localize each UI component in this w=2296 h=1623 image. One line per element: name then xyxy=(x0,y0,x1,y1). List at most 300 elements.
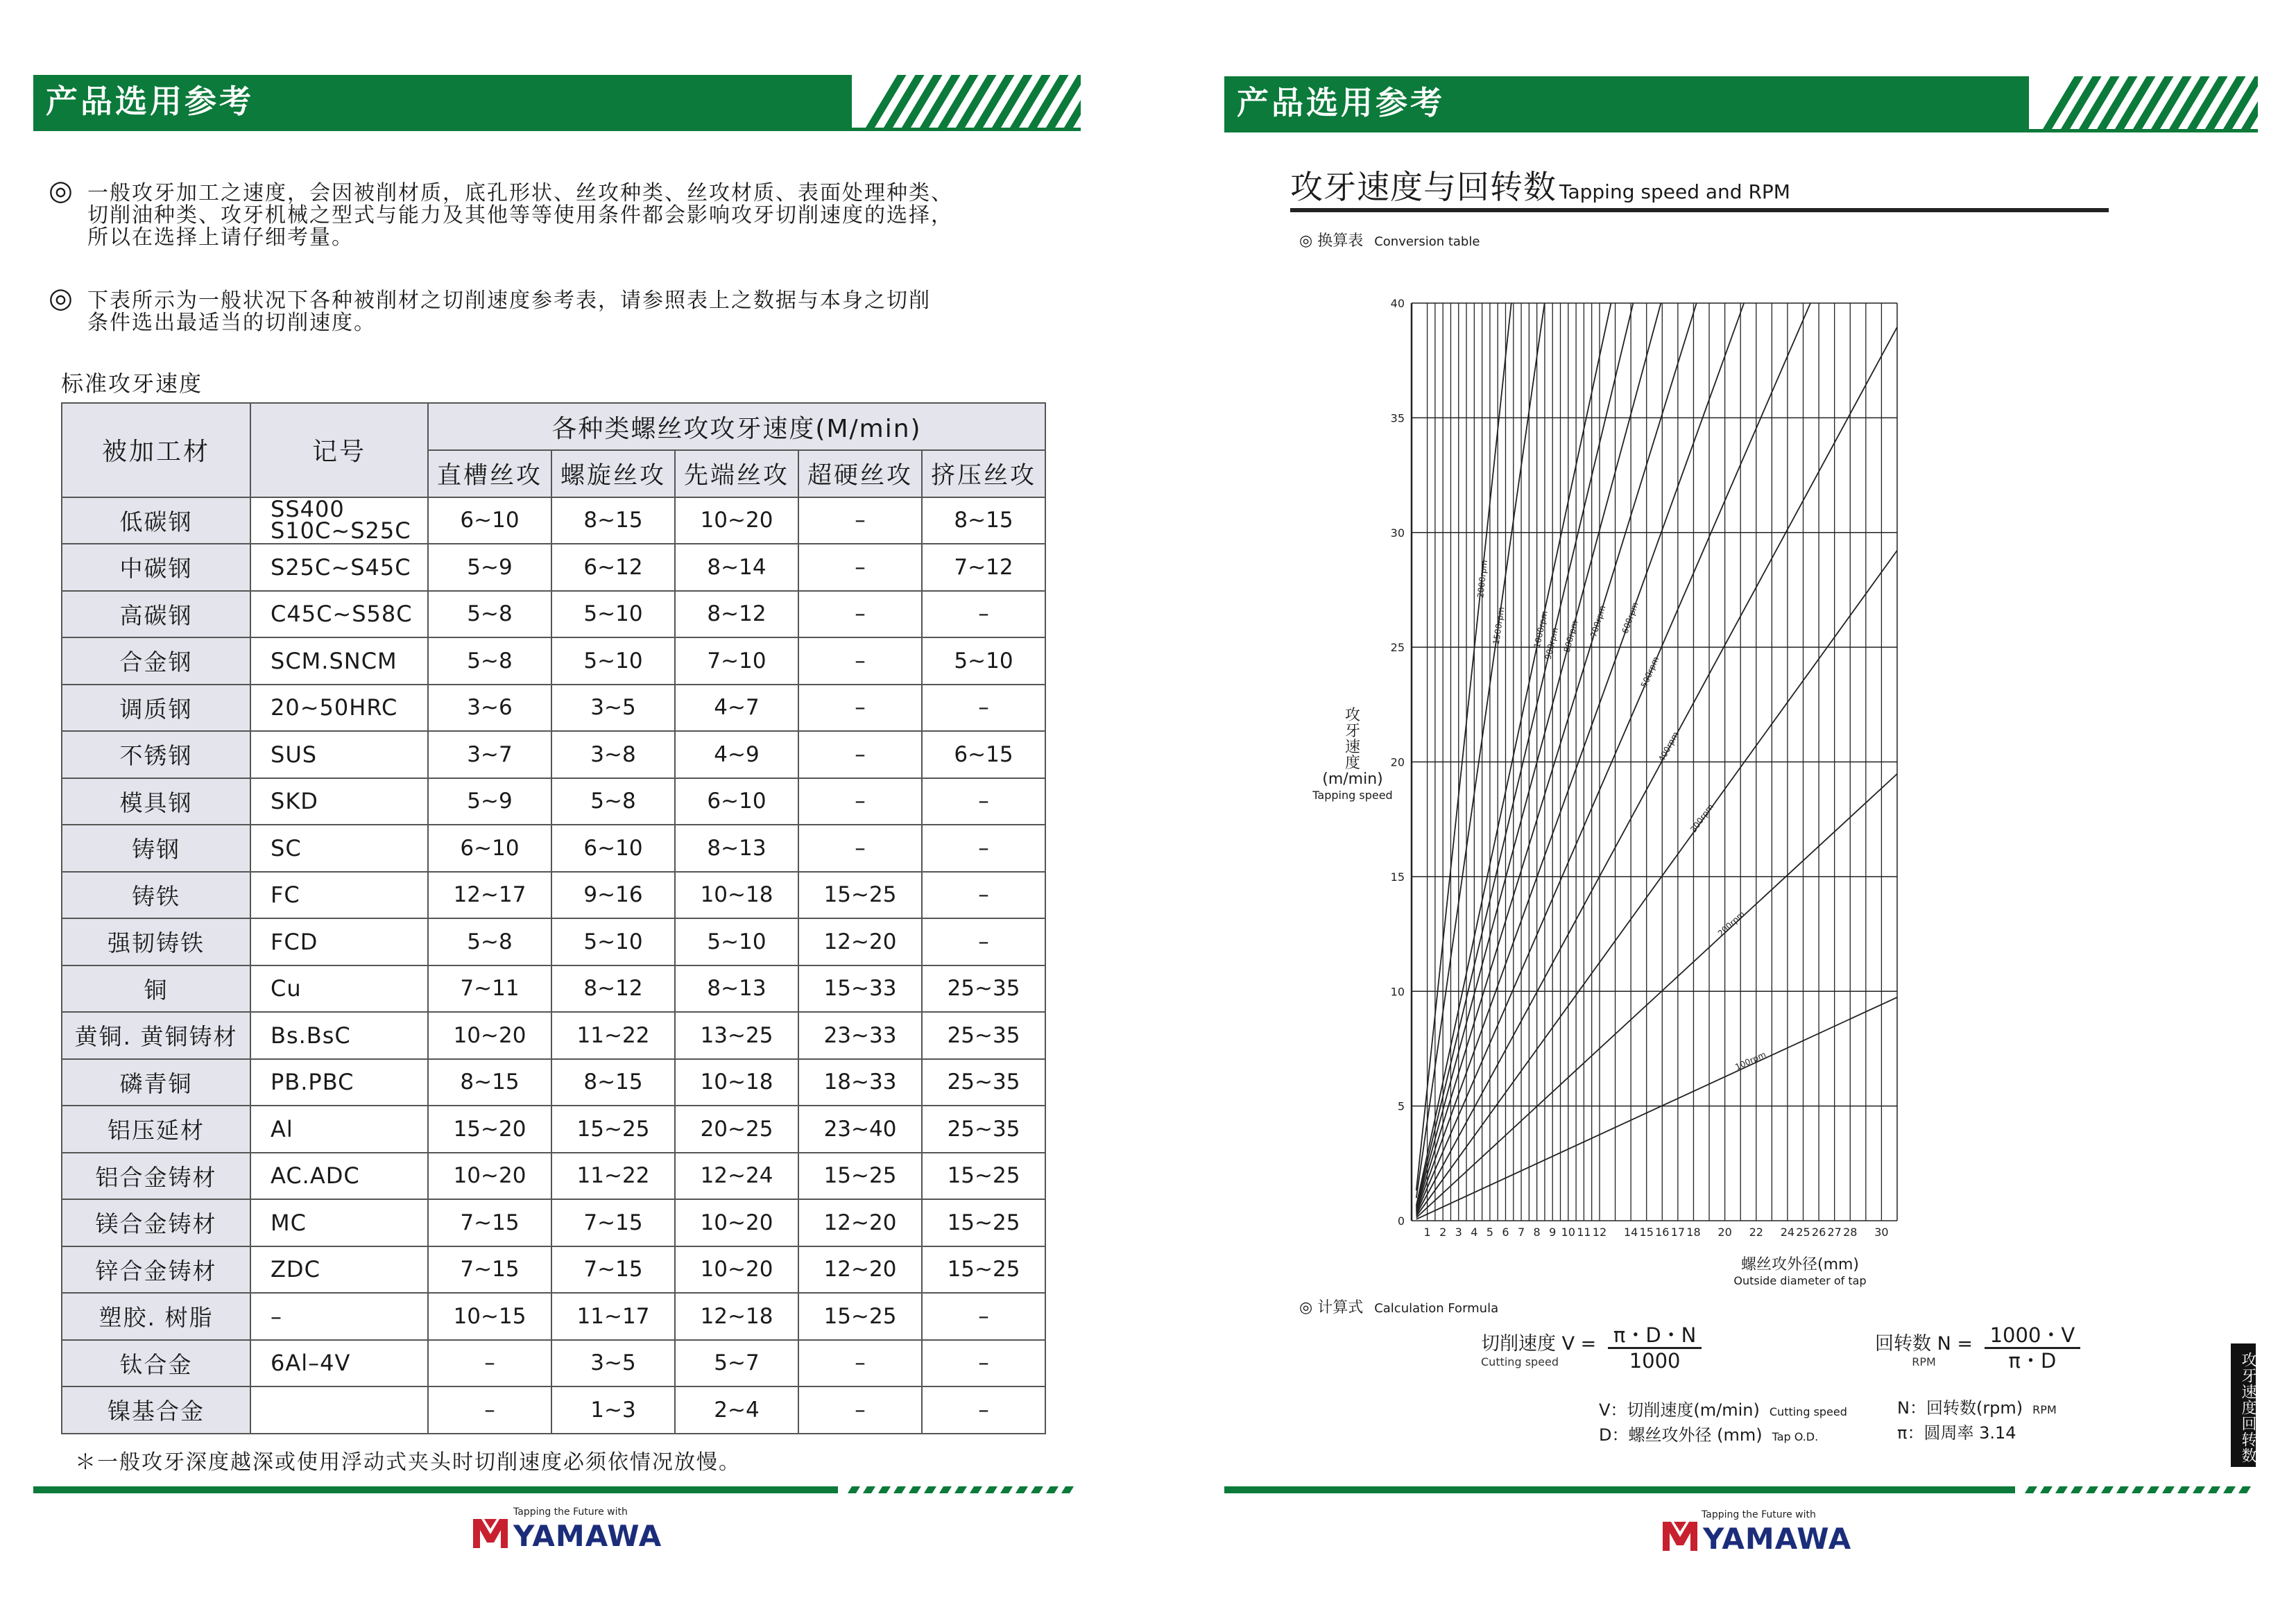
y-tick-label: 15 xyxy=(1390,870,1405,884)
series-label-200rpm: 200rpm xyxy=(1715,909,1747,938)
stripe xyxy=(909,1486,921,1493)
footer-slogan: Tapping the Future with xyxy=(1702,1509,1816,1520)
code-cell: PB.PBC xyxy=(250,1059,428,1106)
code-cell: FCD xyxy=(250,918,428,965)
formula-heading-en: Calculation Formula xyxy=(1374,1301,1499,1316)
speed-cell: 10~20 xyxy=(428,1012,551,1059)
stripe xyxy=(1000,1486,1013,1493)
intro-line: 所以在选择上请仔细考量。 xyxy=(87,225,354,250)
speed-cell: – xyxy=(922,1386,1045,1434)
legend-d-zh: D：螺丝攻外径 (mm) xyxy=(1599,1425,1763,1445)
speed-cell: 6~12 xyxy=(551,544,675,591)
chart-series xyxy=(1416,303,1897,1219)
speed-cell: 15~25 xyxy=(798,1293,922,1340)
speed-cell: 5~10 xyxy=(922,637,1045,685)
speed-cell: 15~20 xyxy=(428,1106,551,1153)
table-row xyxy=(62,1059,1045,1106)
series-label-400rpm: 400rpm xyxy=(1656,730,1681,764)
x-tick-label: 30 xyxy=(1874,1226,1889,1239)
speed-cell: – xyxy=(798,1386,922,1434)
series-label-500rpm: 500rpm xyxy=(1638,655,1661,689)
speed-formula-fraction xyxy=(1608,1323,1702,1373)
speed-cell: – xyxy=(922,872,1045,919)
stripe xyxy=(2025,1486,2037,1493)
material-cell: 黄铜. 黄铜铸材 xyxy=(62,1012,250,1059)
speed-cell: 25~35 xyxy=(922,1106,1045,1153)
speed-cell: 7~11 xyxy=(428,965,551,1013)
footer-stripes xyxy=(2022,1486,2258,1493)
stripe xyxy=(2162,1486,2175,1493)
table-row xyxy=(62,731,1045,778)
x-tick-label: 26 xyxy=(1811,1226,1826,1239)
stripe xyxy=(2208,1486,2220,1493)
speed-cell: 6~10 xyxy=(428,497,551,544)
speed-cell: 11~17 xyxy=(551,1293,675,1340)
speed-cell: 13~25 xyxy=(675,1012,798,1059)
stripe xyxy=(2071,1486,2083,1493)
speed-cell: 23~33 xyxy=(798,1012,922,1059)
y-tick-label: 40 xyxy=(1390,297,1405,310)
speed-cell: 25~35 xyxy=(922,1059,1045,1106)
legend-n xyxy=(1897,1394,2057,1418)
series-line-100rpm xyxy=(1416,997,1897,1219)
formula-heading-zh: ◎ 计算式 xyxy=(1299,1299,1364,1316)
speed-cell: – xyxy=(428,1340,551,1387)
speed-cell: 4~9 xyxy=(675,731,798,778)
series-label-2000rpm: 2000rpm xyxy=(1475,559,1489,599)
material-cell: 铸钢 xyxy=(62,825,250,872)
x-tick-label: 15 xyxy=(1639,1226,1654,1239)
speed-cell: 7~12 xyxy=(922,544,1045,591)
legend-v-en: Cutting speed xyxy=(1769,1405,1847,1418)
stripe xyxy=(878,1486,891,1493)
x-tick-label: 1 xyxy=(1423,1226,1431,1239)
x-tick-label: 10 xyxy=(1561,1226,1575,1239)
stripe xyxy=(2116,1486,2129,1493)
speed-cell: 5~7 xyxy=(675,1340,798,1387)
legend-n-zh: N：回转数(rpm) xyxy=(1897,1398,2023,1418)
x-tick-label: 3 xyxy=(1455,1226,1462,1239)
table-row xyxy=(62,1153,1045,1200)
stripe xyxy=(893,1486,906,1493)
x-tick-label: 2 xyxy=(1439,1226,1447,1239)
table-row xyxy=(62,778,1045,825)
x-tick-label: 22 xyxy=(1749,1226,1763,1239)
chart-ticks xyxy=(1391,297,1889,1239)
x-tick-label: 9 xyxy=(1549,1226,1557,1239)
speed-cell: 8~15 xyxy=(551,497,675,544)
speed-cell: 3~7 xyxy=(428,731,551,778)
speed-cell: 4~7 xyxy=(675,685,798,732)
table-row xyxy=(62,1386,1045,1434)
material-cell: 强韧铸铁 xyxy=(62,918,250,965)
stripe xyxy=(2055,1486,2068,1493)
material-cell: 铸铁 xyxy=(62,872,250,919)
header-title: 产品选用参考 xyxy=(46,83,254,120)
speed-cell: 9~16 xyxy=(551,872,675,919)
stripe xyxy=(985,1486,997,1493)
header-code: 记号 xyxy=(250,403,428,497)
stripe xyxy=(1016,1486,1028,1493)
speed-cell: 5~10 xyxy=(551,918,675,965)
material-cell: 中碳钢 xyxy=(62,544,250,591)
series-line-200rpm xyxy=(1416,774,1897,1218)
x-axis-label-en: Outside diameter of tap xyxy=(1733,1274,1867,1287)
yamawa-mark-icon xyxy=(1661,1519,1699,1552)
speed-cell: – xyxy=(798,778,922,825)
material-cell: 铝合金铸材 xyxy=(62,1153,250,1200)
header-tap-type: 直槽丝攻 xyxy=(428,450,551,497)
stripe xyxy=(924,1486,936,1493)
code-cell: FC xyxy=(250,872,428,919)
material-cell: 镁合金铸材 xyxy=(62,1199,250,1246)
speed-formula-label: 切削速度 V = xyxy=(1481,1332,1597,1355)
title-rule xyxy=(1290,208,2109,212)
speed-cell: 10~20 xyxy=(675,1199,798,1246)
speed-cell: 5~8 xyxy=(428,637,551,685)
speed-cell: 12~20 xyxy=(798,1246,922,1294)
material-cell: 铝压延材 xyxy=(62,1106,250,1153)
speed-cell: 5~10 xyxy=(551,591,675,638)
stripe xyxy=(2147,1486,2159,1493)
x-tick-label: 27 xyxy=(1827,1226,1842,1239)
x-tick-label: 18 xyxy=(1686,1226,1701,1239)
y-axis-label xyxy=(1304,707,1401,803)
x-tick-label: 6 xyxy=(1502,1226,1509,1239)
speed-cell: 1~3 xyxy=(551,1386,675,1434)
speed-cell: – xyxy=(798,637,922,685)
code-cell: C45C~S58C xyxy=(250,591,428,638)
material-cell: 铜 xyxy=(62,965,250,1013)
speed-cell: – xyxy=(922,685,1045,732)
speed-cell: 5~10 xyxy=(551,637,675,685)
speed-cell: 23~40 xyxy=(798,1106,922,1153)
series-label-700rpm: 700rpm xyxy=(1588,604,1608,639)
series-line-600rpm xyxy=(1416,303,1744,1212)
rpm-formula-label-en: RPM xyxy=(1912,1355,1936,1368)
conversion-heading-zh: ◎ 换算表 xyxy=(1299,232,1364,250)
speed-cell: 7~15 xyxy=(428,1246,551,1294)
speed-cell: 10~18 xyxy=(675,1059,798,1106)
header-tap-type: 超硬丝攻 xyxy=(798,450,922,497)
code-cell: SC xyxy=(250,825,428,872)
series-line-300rpm xyxy=(1416,551,1897,1217)
speed-cell: – xyxy=(798,1340,922,1387)
rpm-formula-fraction xyxy=(1985,1323,2081,1373)
bullet-icon: ◎ xyxy=(49,282,74,314)
rpm-formula-denominator: π・D xyxy=(2008,1349,2057,1373)
x-tick-label: 4 xyxy=(1471,1226,1478,1239)
bullet-icon: ◎ xyxy=(49,175,74,207)
speed-cell: 18~33 xyxy=(798,1059,922,1106)
side-index-tab: 攻牙速度回转数 xyxy=(2231,1343,2256,1467)
header-tap-type: 先端丝攻 xyxy=(675,450,798,497)
speed-cell: – xyxy=(798,825,922,872)
y-axis-label-line: (m/min) xyxy=(1322,771,1383,788)
header-stripes xyxy=(2029,76,2258,129)
speed-cell: 8~12 xyxy=(675,591,798,638)
code-line: SS400 xyxy=(271,496,345,523)
speed-cell: – xyxy=(922,918,1045,965)
x-tick-label: 7 xyxy=(1517,1226,1525,1239)
y-tick-label: 5 xyxy=(1397,1099,1405,1113)
x-tick-label: 25 xyxy=(1796,1226,1810,1239)
rpm-formula-label: 回转数 N = xyxy=(1875,1332,1973,1355)
series-line-400rpm xyxy=(1416,327,1897,1215)
right-page xyxy=(1148,0,2296,1623)
speed-cell: 20~25 xyxy=(675,1106,798,1153)
speed-cell: 6~10 xyxy=(428,825,551,872)
yamawa-mark-icon xyxy=(472,1516,509,1549)
table-row xyxy=(62,918,1045,965)
table-row xyxy=(62,1199,1045,1246)
speed-cell: 12~18 xyxy=(675,1293,798,1340)
speed-cell: 3~5 xyxy=(551,685,675,732)
header-banner-right xyxy=(1224,76,2258,129)
table-row xyxy=(62,825,1045,872)
speed-cell: 15~25 xyxy=(798,872,922,919)
header-material: 被加工材 xyxy=(62,403,250,497)
stripe xyxy=(2040,1486,2053,1493)
speed-cell: 8~15 xyxy=(551,1059,675,1106)
header-speed-group: 各种类螺丝攻攻牙速度(M/min) xyxy=(428,403,1045,450)
formula-heading xyxy=(1299,1296,1498,1317)
speed-formula-denominator: 1000 xyxy=(1629,1349,1681,1373)
table-row xyxy=(62,872,1045,919)
intro-line: 切削油种类、攻牙机械之型式与能力及其他等等使用条件都会影响攻牙切削速度的选择， xyxy=(87,203,953,227)
legend-d-en: Tap O.D. xyxy=(1772,1430,1819,1443)
code-cell: SUS xyxy=(250,731,428,778)
speed-cell: – xyxy=(922,591,1045,638)
stripe xyxy=(863,1486,875,1493)
code-cell: Al xyxy=(250,1106,428,1153)
material-cell: 锌合金铸材 xyxy=(62,1246,250,1294)
stripe xyxy=(2193,1486,2205,1493)
legend-d xyxy=(1599,1421,1818,1445)
speed-cell: 15~33 xyxy=(798,965,922,1013)
legend-pi-zh: π：圆周率 3.14 xyxy=(1897,1423,2016,1443)
speed-cell: 3~6 xyxy=(428,685,551,732)
code-cell: ZDC xyxy=(250,1246,428,1294)
y-tick-label: 10 xyxy=(1390,985,1405,999)
speed-cell: – xyxy=(922,825,1045,872)
intro-line: 一般攻牙加工之速度，会因被削材质，底孔形状、丝攻种类、丝攻材质、表面处理种类、 xyxy=(87,181,953,205)
stripe xyxy=(2086,1486,2098,1493)
code-cell: AC.ADC xyxy=(250,1153,428,1200)
speed-cell: – xyxy=(428,1386,551,1434)
x-tick-label: 5 xyxy=(1486,1226,1493,1239)
title-zh: 攻牙速度与回转数 xyxy=(1290,169,1557,207)
x-tick-label: 20 xyxy=(1717,1226,1732,1239)
speed-cell: 8~12 xyxy=(551,965,675,1013)
speed-formula-numerator: π・D・N xyxy=(1608,1323,1702,1349)
table-row xyxy=(62,1106,1045,1153)
stripe xyxy=(2238,1486,2251,1493)
table-row xyxy=(62,1340,1045,1387)
x-tick-label: 28 xyxy=(1843,1226,1858,1239)
stripe xyxy=(848,1486,860,1493)
series-label-600rpm: 600rpm xyxy=(1620,601,1640,635)
speed-cell: 8~13 xyxy=(675,965,798,1013)
speed-cell: – xyxy=(798,591,922,638)
table-row xyxy=(62,637,1045,685)
title-en: Tapping speed and RPM xyxy=(1559,180,1790,203)
material-cell: 钛合金 xyxy=(62,1340,250,1387)
x-tick-label: 24 xyxy=(1780,1226,1795,1239)
speed-cell: 6~10 xyxy=(551,825,675,872)
speed-cell: 15~25 xyxy=(922,1199,1045,1246)
table-row xyxy=(62,1246,1045,1294)
rpm-formula xyxy=(1875,1323,2080,1373)
speed-cell: 8~15 xyxy=(922,497,1045,544)
stripe xyxy=(1061,1486,1074,1493)
stripe xyxy=(2101,1486,2114,1493)
speed-cell: 7~15 xyxy=(428,1199,551,1246)
material-cell: 调质钢 xyxy=(62,685,250,732)
table-row xyxy=(62,544,1045,591)
y-axis-label-line: 攻 xyxy=(1344,707,1360,724)
footer-rule xyxy=(33,1486,1081,1493)
speed-cell: 12~20 xyxy=(798,918,922,965)
speed-cell: 5~9 xyxy=(428,544,551,591)
stripe xyxy=(1031,1486,1043,1493)
conversion-heading-en: Conversion table xyxy=(1374,234,1480,249)
stripe xyxy=(2223,1486,2236,1493)
speed-cell: 2~4 xyxy=(675,1386,798,1434)
speed-cell: 15~25 xyxy=(551,1106,675,1153)
speed-cell: – xyxy=(922,1340,1045,1387)
legend-pi xyxy=(1897,1419,2016,1443)
speed-cell: 12~24 xyxy=(675,1153,798,1200)
y-tick-label: 0 xyxy=(1397,1214,1405,1228)
x-tick-label: 14 xyxy=(1623,1226,1638,1239)
x-axis-label-zh: 螺丝攻外径(mm) xyxy=(1740,1256,1860,1273)
y-tick-label: 20 xyxy=(1390,755,1405,769)
yamawa-wordmark: YAMAWA xyxy=(1703,1522,1852,1556)
material-cell: 合金钢 xyxy=(62,637,250,685)
code-cell: 6Al–4V xyxy=(250,1340,428,1387)
table-row xyxy=(62,1293,1045,1340)
code-cell: SKD xyxy=(250,778,428,825)
header-underline xyxy=(33,128,1081,131)
code-cell: MC xyxy=(250,1199,428,1246)
speed-cell: 15~25 xyxy=(922,1246,1045,1294)
speed-cell: 10~18 xyxy=(675,872,798,919)
table-body xyxy=(62,497,1045,1434)
rpm-conversion-chart xyxy=(1384,274,1925,1287)
speed-cell: 11~22 xyxy=(551,1012,675,1059)
speed-cell: 15~25 xyxy=(798,1153,922,1200)
material-cell: 不锈钢 xyxy=(62,731,250,778)
code-cell: SCM.SNCM xyxy=(250,637,428,685)
code-cell xyxy=(250,497,428,544)
code-cell: Bs.BsC xyxy=(250,1012,428,1059)
y-axis-label-en: Tapping speed xyxy=(1312,789,1393,802)
header-tap-type: 挤压丝攻 xyxy=(922,450,1045,497)
intro-line: 下表所示为一般状况下各种被削材之切削速度参考表，请参照表上之数据与本身之切削 xyxy=(87,289,931,313)
y-tick-label: 25 xyxy=(1390,641,1405,655)
table-row xyxy=(62,685,1045,732)
material-cell: 塑胶. 树脂 xyxy=(62,1293,250,1340)
material-cell: 镍基合金 xyxy=(62,1386,250,1434)
y-axis-label-line: 度 xyxy=(1344,755,1360,772)
legend-v xyxy=(1599,1396,1847,1420)
speed-cell: – xyxy=(798,731,922,778)
speed-cell: 5~8 xyxy=(551,778,675,825)
speed-cell: 10~20 xyxy=(675,1246,798,1294)
speed-formula-label-en: Cutting speed xyxy=(1481,1355,1559,1368)
y-tick-label: 30 xyxy=(1390,526,1405,540)
yamawa-wordmark: YAMAWA xyxy=(513,1519,662,1553)
x-tick-label: 17 xyxy=(1670,1226,1686,1239)
footnote: ＊一般攻牙深度越深或使用浮动式夹头时切削速度必须依情况放慢。 xyxy=(75,1450,741,1475)
y-axis-label-line: 牙 xyxy=(1344,723,1360,740)
speed-cell: 10~20 xyxy=(675,497,798,544)
code-cell: Cu xyxy=(250,965,428,1013)
y-tick-label: 35 xyxy=(1390,411,1405,425)
series-label-1500rpm: 1500rpm xyxy=(1491,606,1507,646)
speed-cell: – xyxy=(798,544,922,591)
speed-cell: 10~15 xyxy=(428,1293,551,1340)
rpm-formula-numerator: 1000・V xyxy=(1985,1323,2081,1349)
tapping-speed-table xyxy=(61,402,1046,1434)
speed-cell: 3~8 xyxy=(551,731,675,778)
speed-cell: 25~35 xyxy=(922,965,1045,1013)
speed-cell: 25~35 xyxy=(922,1012,1045,1059)
speed-cell: – xyxy=(798,497,922,544)
header-tap-type: 螺旋丝攻 xyxy=(551,450,675,497)
table-caption: 标准攻牙速度 xyxy=(61,370,203,397)
series-line-800rpm xyxy=(1416,303,1661,1209)
code-line: S10C~S25C xyxy=(271,517,411,544)
stripe xyxy=(2177,1486,2190,1493)
conversion-heading xyxy=(1299,229,1480,250)
material-cell: 模具钢 xyxy=(62,778,250,825)
series-line-500rpm xyxy=(1416,303,1810,1213)
header-stripes xyxy=(852,75,1081,128)
speed-cell: 6~15 xyxy=(922,731,1045,778)
header-banner-left xyxy=(33,75,1081,128)
y-axis-label-line: 速 xyxy=(1344,739,1360,756)
table-row xyxy=(62,965,1045,1013)
footer-slogan: Tapping the Future with xyxy=(513,1506,628,1518)
speed-cell: 3~5 xyxy=(551,1340,675,1387)
speed-cell: 12~20 xyxy=(798,1199,922,1246)
speed-cell: 8~15 xyxy=(428,1059,551,1106)
material-cell: 高碳钢 xyxy=(62,591,250,638)
speed-cell: – xyxy=(922,778,1045,825)
speed-cell: 10~20 xyxy=(428,1153,551,1200)
series-label-800rpm: 800rpm xyxy=(1561,619,1580,654)
material-cell: 低碳钢 xyxy=(62,497,250,544)
speed-cell: 8~13 xyxy=(675,825,798,872)
speed-cell: – xyxy=(798,685,922,732)
code-cell: 20~50HRC xyxy=(250,685,428,732)
speed-cell: 11~22 xyxy=(551,1153,675,1200)
footer-rule xyxy=(1224,1486,2258,1493)
speed-cell: 5~8 xyxy=(428,591,551,638)
x-tick-label: 11 xyxy=(1577,1226,1591,1239)
speed-cell: 7~15 xyxy=(551,1199,675,1246)
header-underline xyxy=(1224,129,2258,132)
series-label-1000rpm: 1000rpm xyxy=(1532,610,1550,649)
material-cell: 磷青铜 xyxy=(62,1059,250,1106)
legend-v-zh: V：切削速度(m/min) xyxy=(1599,1400,1760,1420)
yamawa-logo xyxy=(472,1516,662,1553)
stripe xyxy=(954,1486,967,1493)
chart-page-title xyxy=(1290,162,1790,208)
footer-stripes xyxy=(845,1486,1081,1493)
